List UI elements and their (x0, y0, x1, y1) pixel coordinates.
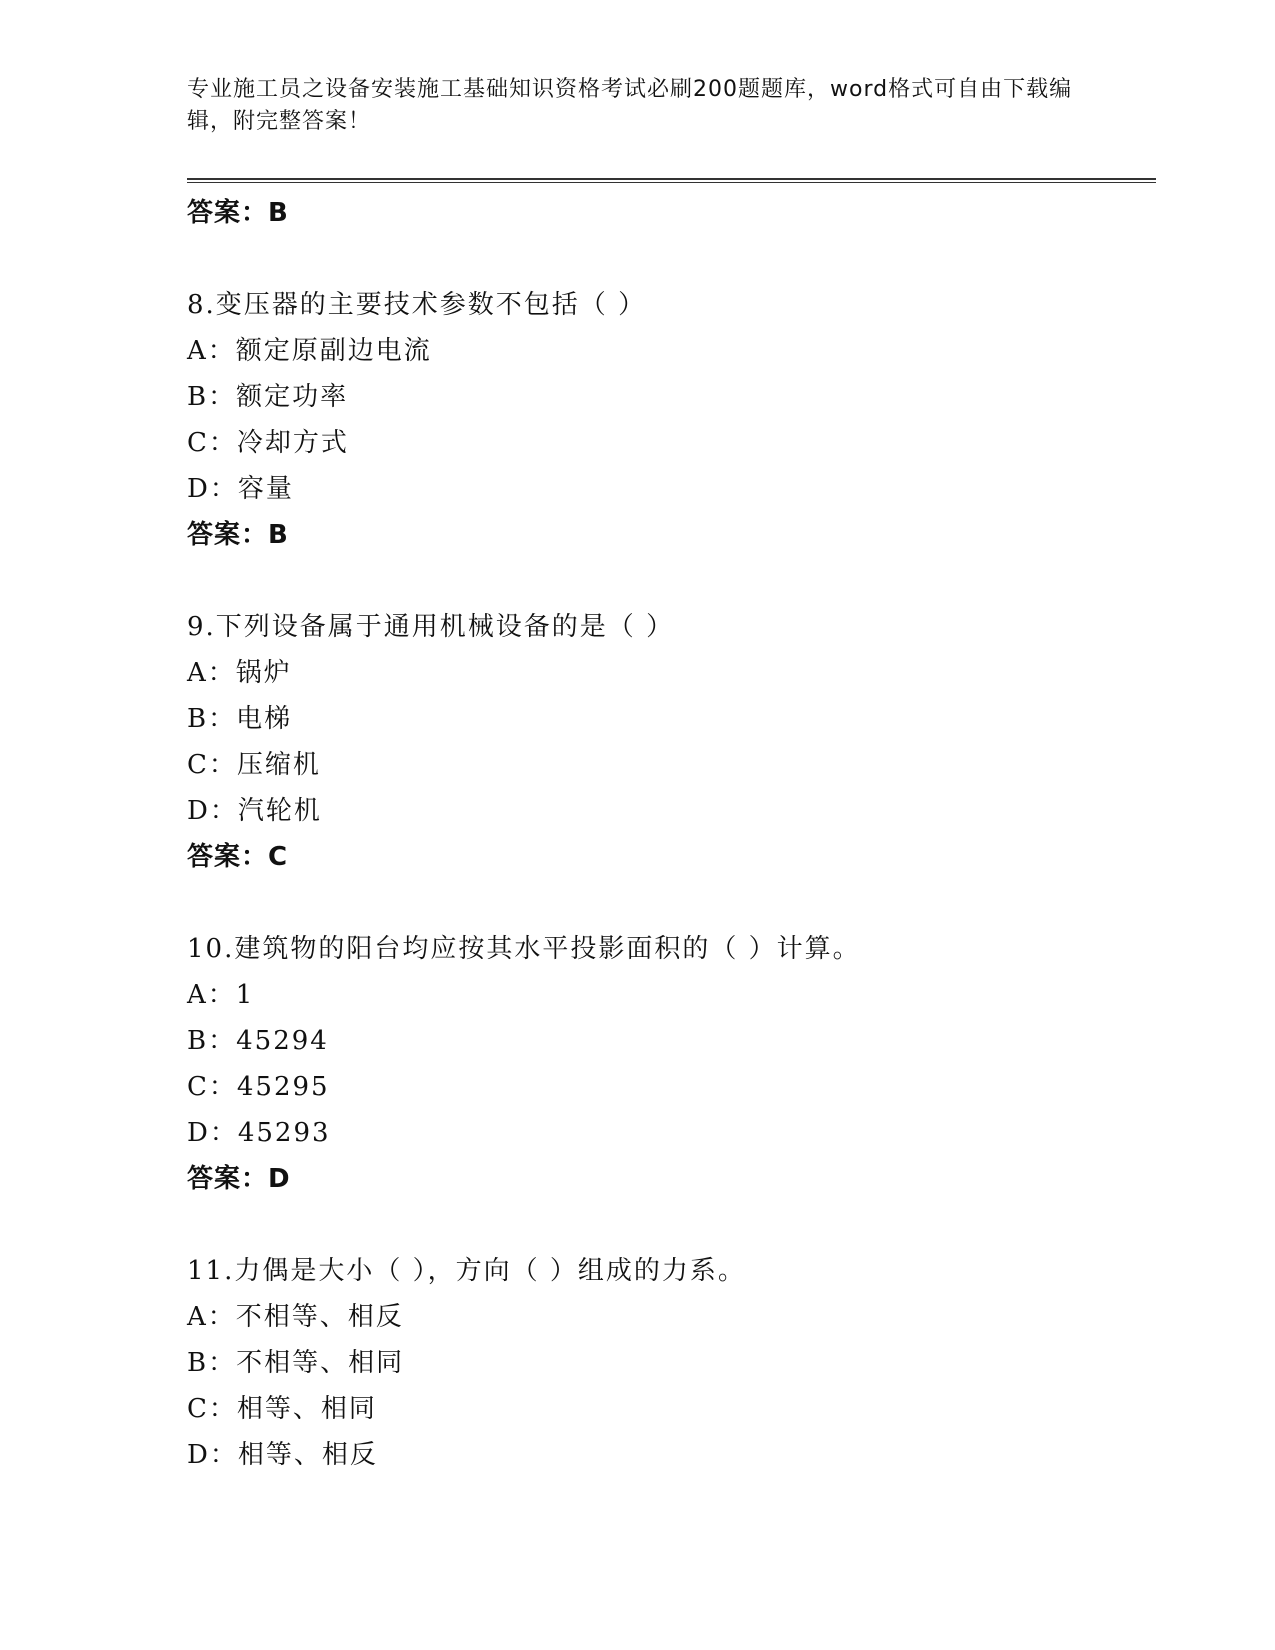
header-divider-top (187, 178, 1156, 180)
option-d: D：相等、相反 (187, 1440, 378, 1470)
spacer (187, 236, 1147, 282)
option-d: D：汽轮机 (187, 796, 322, 826)
question-block-10 (187, 926, 1147, 1202)
spacer (187, 558, 1147, 604)
question-list (187, 190, 1147, 1478)
option-b: B：电梯 (187, 704, 293, 734)
option-b: B：不相等、相同 (187, 1348, 405, 1378)
question-text: 8.变压器的主要技术参数不包括（ ） (187, 290, 647, 320)
answer-line: 答案：B (187, 520, 289, 550)
document-header: 专业施工员之设备安装施工基础知识资格考试必刷200题题库，word格式可自由下载编辑，附完整答案！ (187, 77, 1073, 134)
answer-line: 答案：D (187, 1164, 291, 1194)
question-text: 9.下列设备属于通用机械设备的是（ ） (187, 612, 675, 642)
question-block-8 (187, 282, 1147, 558)
option-a: A：额定原副边电流 (187, 336, 432, 366)
option-b: B：额定功率 (187, 382, 349, 412)
question-text: 10.建筑物的阳台均应按其水平投影面积的（ ）计算。 (187, 934, 861, 964)
option-b: B：45294 (187, 1026, 329, 1056)
option-c: C：冷却方式 (187, 428, 349, 458)
question-text: 11.力偶是大小（ ），方向（ ）组成的力系。 (187, 1256, 746, 1286)
option-c: C：压缩机 (187, 750, 321, 780)
answer-line: 答案：B (187, 198, 289, 228)
spacer (187, 880, 1147, 926)
option-c: C：45295 (187, 1072, 330, 1102)
spacer (187, 1202, 1147, 1248)
option-a: A：不相等、相反 (187, 1302, 404, 1332)
option-d: D：45293 (187, 1118, 331, 1148)
option-a: A：锅炉 (187, 658, 292, 688)
option-a: A：1 (187, 980, 255, 1010)
option-d: D：容量 (187, 474, 294, 504)
answer-line: 答案：C (187, 842, 289, 872)
option-c: C：相等、相同 (187, 1394, 377, 1424)
question-block-9 (187, 604, 1147, 880)
question-block-11 (187, 1248, 1147, 1478)
header-divider-bottom (187, 182, 1156, 183)
